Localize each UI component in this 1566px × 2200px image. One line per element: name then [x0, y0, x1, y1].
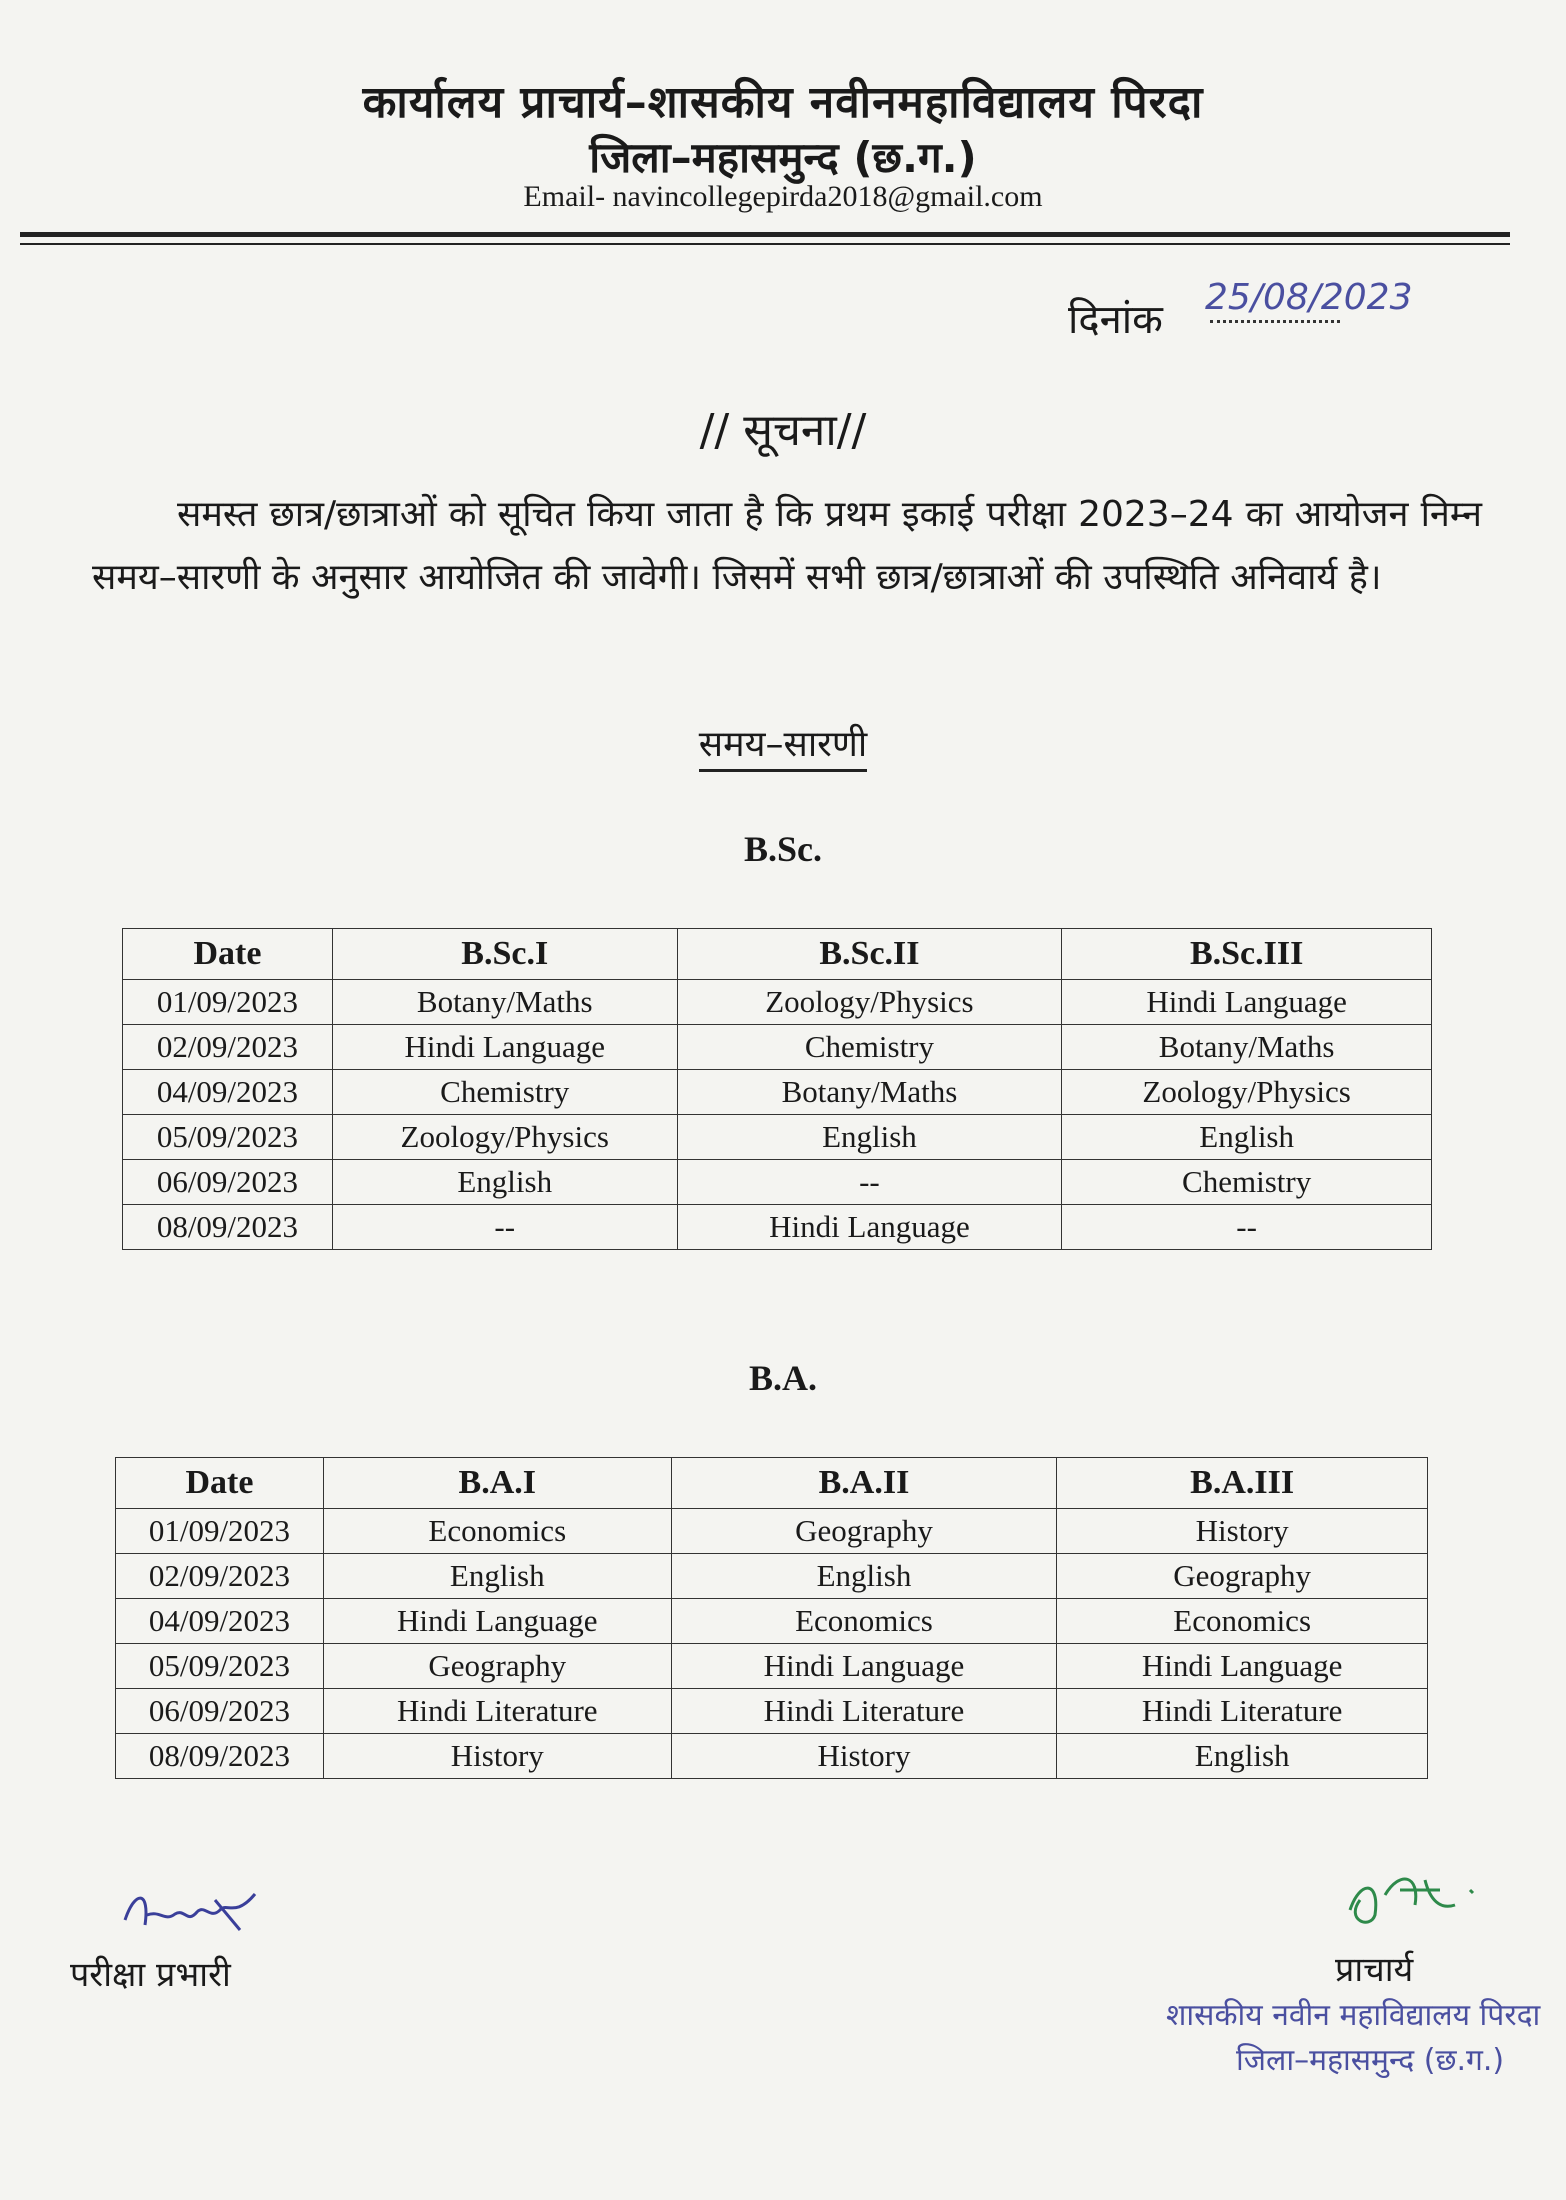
subject-cell: Hindi Literature [323, 1689, 671, 1734]
table-row [116, 1554, 1428, 1599]
subject-cell: Hindi Language [332, 1025, 677, 1070]
subject-cell: Hindi Language [677, 1205, 1062, 1250]
subject-cell: History [1057, 1509, 1428, 1554]
column-header: B.Sc.I [332, 929, 677, 980]
subject-cell: Hindi Language [1057, 1644, 1428, 1689]
notice-body: समस्त छात्र/छात्राओं को सूचित किया जाता है कि प्रथम इकाई परीक्षा 2023–24 का आयोजन निम्न समय–सारणी के अनुसार आयोजित की जावेगी। जिसमें सभी छात्र/छात्राओं की उपस्थिति अनिवार्य है। [92, 494, 1482, 598]
date-cell: 01/09/2023 [116, 1509, 324, 1554]
subject-cell: English [323, 1554, 671, 1599]
date-cell: 08/09/2023 [116, 1734, 324, 1779]
column-header: B.Sc.III [1062, 929, 1432, 980]
column-header: B.A.I [323, 1458, 671, 1509]
date-value: 25/08/2023 [1205, 277, 1413, 318]
subject-cell: Botany/Maths [332, 980, 677, 1025]
subject-cell: Hindi Literature [1057, 1689, 1428, 1734]
exam-incharge-label: परीक्षा प्रभारी [70, 1955, 231, 1995]
subject-cell: Zoology/Physics [332, 1115, 677, 1160]
subject-cell: Chemistry [332, 1070, 677, 1115]
subject-cell: Geography [323, 1644, 671, 1689]
date-cell: 04/09/2023 [116, 1599, 324, 1644]
subject-cell: Zoology/Physics [1062, 1070, 1432, 1115]
ba-section-title: B.A. [748, 1358, 817, 1398]
subject-cell: History [323, 1734, 671, 1779]
table-row [116, 1644, 1428, 1689]
date-cell: 05/09/2023 [123, 1115, 333, 1160]
subject-cell: Chemistry [677, 1025, 1062, 1070]
subject-cell: Geography [1057, 1554, 1428, 1599]
date-underline [1210, 320, 1340, 323]
bsc-timetable [122, 928, 1432, 1250]
exam-incharge-signature [115, 1880, 265, 1950]
date-cell: 08/09/2023 [123, 1205, 333, 1250]
table-row [123, 980, 1432, 1025]
subject-cell: Zoology/Physics [677, 980, 1062, 1025]
notice-title: // सूचना// [699, 405, 867, 456]
principal-label: प्राचार्य [1335, 1950, 1414, 1990]
subject-cell: -- [677, 1160, 1062, 1205]
subject-cell: Botany/Maths [677, 1070, 1062, 1115]
column-header: Date [116, 1458, 324, 1509]
subject-cell: Economics [671, 1599, 1057, 1644]
date-cell: 02/09/2023 [116, 1554, 324, 1599]
office-title: कार्यालय प्राचार्य–शासकीय नवीनमहाविद्यालय पिरदा [362, 77, 1204, 128]
subject-cell: History [671, 1734, 1057, 1779]
subject-cell: Hindi Language [323, 1599, 671, 1644]
table-row [123, 1160, 1432, 1205]
date-cell: 02/09/2023 [123, 1025, 333, 1070]
subject-cell: -- [1062, 1205, 1432, 1250]
subject-cell: Hindi Language [1062, 980, 1432, 1025]
table-row [116, 1734, 1428, 1779]
table-row [116, 1599, 1428, 1644]
subject-cell: Economics [1057, 1599, 1428, 1644]
subject-cell: English [1062, 1115, 1432, 1160]
header-divider-thin [20, 243, 1510, 245]
principal-stamp-line1: शासकीय नवीन महाविद्यालय पिरदा [1166, 1998, 1541, 2033]
subject-cell: Hindi Language [671, 1644, 1057, 1689]
date-cell: 04/09/2023 [123, 1070, 333, 1115]
table-row [123, 1205, 1432, 1250]
column-header: B.Sc.II [677, 929, 1062, 980]
subject-cell: English [677, 1115, 1062, 1160]
date-cell: 05/09/2023 [116, 1644, 324, 1689]
bsc-section-title: B.Sc. [743, 829, 822, 869]
date-cell: 01/09/2023 [123, 980, 333, 1025]
subject-cell: English [1057, 1734, 1428, 1779]
subject-cell: English [332, 1160, 677, 1205]
bsc-header-row [123, 929, 1432, 980]
subject-cell: English [671, 1554, 1057, 1599]
date-cell: 06/09/2023 [123, 1160, 333, 1205]
timetable-title-text: समय–सारणी [699, 724, 867, 772]
email-line: Email- navincollegepirda2018@gmail.com [523, 180, 1043, 213]
district-line: जिला–महासमुन्द (छ.ग.) [589, 133, 977, 182]
subject-cell: Botany/Maths [1062, 1025, 1432, 1070]
column-header: Date [123, 929, 333, 980]
principal-stamp-line2: जिला–महासमुन्द (छ.ग.) [1236, 2043, 1505, 2078]
column-header: B.A.II [671, 1458, 1057, 1509]
subject-cell: Geography [671, 1509, 1057, 1554]
ba-timetable [115, 1457, 1428, 1779]
subject-cell: Economics [323, 1509, 671, 1554]
table-row [123, 1115, 1432, 1160]
subject-cell: Chemistry [1062, 1160, 1432, 1205]
subject-cell: Hindi Literature [671, 1689, 1057, 1734]
column-header: B.A.III [1057, 1458, 1428, 1509]
table-row [123, 1025, 1432, 1070]
table-row [116, 1509, 1428, 1554]
header-divider [20, 232, 1510, 237]
subject-cell: -- [332, 1205, 677, 1250]
table-row [116, 1689, 1428, 1734]
date-label: दिनांक [1068, 297, 1163, 343]
date-cell: 06/09/2023 [116, 1689, 324, 1734]
table-row [123, 1070, 1432, 1115]
principal-signature [1330, 1860, 1480, 1940]
ba-header-row [116, 1458, 1428, 1509]
timetable-title [0, 718, 1566, 767]
